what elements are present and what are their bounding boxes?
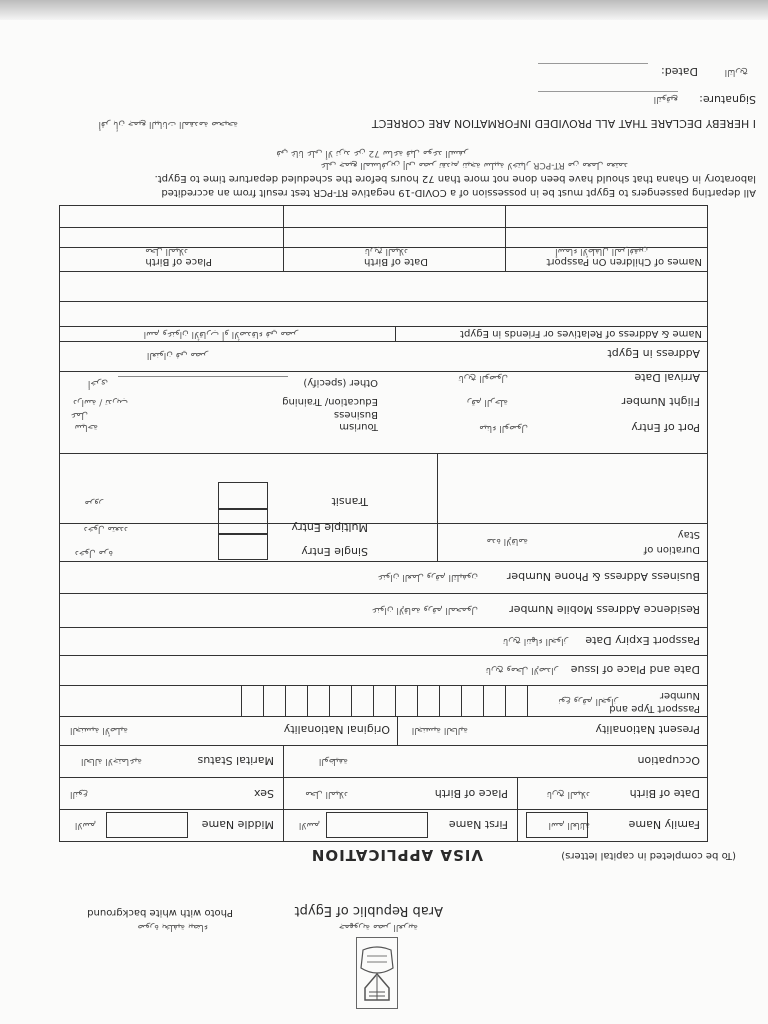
date-line[interactable] [538,63,648,64]
occupation-label: Occupation [637,754,700,767]
passport-number-boxes[interactable] [238,686,528,717]
col-line [283,810,284,842]
flight-number-label: Flight Number [621,395,700,408]
issue-label: Date and Place of Issue [570,663,700,676]
business-address-arabic: عنوان العمل ورقم التليفون [377,572,478,582]
declaration-arabic: أقر بأن جميع البيانات المقدمة صحيحة [98,119,238,129]
country-title: Arab Republic of Egypt [294,903,443,918]
row-line [59,561,708,562]
row-line [59,655,708,656]
multiple-entry-label: Multiple Entry [291,521,368,534]
row-line [59,341,708,342]
other-label: Other (specify) [303,377,378,388]
photo-note-arabic: صورة بخلفية بيضاء [137,922,208,932]
photo-note: Photo with white background [87,907,233,918]
covid-notice-line1: All departing passengers to Egypt must be in possession of a COVID-19 negative RT-PCR test result from an accredited [161,187,756,198]
declaration-text: I HEREBY DECLARE THAT ALL PROVIDED INFORMATION ARE CORRECT [371,117,756,130]
child-dob-arabic: تاريخ الميلاد [364,246,408,256]
education-arabic: دراسة / تدريب [73,397,128,407]
covid-notice-arabic-2: في غانا على ألا تزيد عن 72 ساعة قبل موعد السفر [276,148,468,158]
transit-checkbox[interactable] [218,482,268,510]
address-egypt-label: Address in Egypt [607,347,700,360]
country-arabic: جمهورية مصر العربية [338,922,418,932]
first-name-field[interactable] [326,812,428,838]
row-line [59,205,708,206]
education-label: Education/ Training [282,396,378,407]
form-title: VISA APPLICATION [310,846,483,864]
row-line [59,809,708,810]
business-purpose-arabic: عمل [70,410,88,420]
dob-arabic: تاريخ الميلاد [546,789,590,799]
address-egypt-arabic: العنوان في مصر [146,350,208,360]
first-name-label: First Name [448,818,508,831]
row-line [59,523,708,524]
row-line [59,371,708,372]
original-nationality-label: Original Nationality [283,723,390,736]
signature-arabic: التوقيع [653,94,678,104]
duration-arabic: مدة الإقامة [486,536,528,546]
col-line [283,746,284,778]
original-nationality-arabic: الجنسية الأصلية [70,725,128,735]
residence-label: Residence Address Mobile Number [509,603,700,616]
passport-type-label-line1: Passport Type and [609,703,700,714]
row-line [59,841,708,842]
col-line [283,206,284,272]
issue-arabic: تاريخ ومحل الإصدار [485,665,558,675]
dob-label: Date of Birth [629,787,700,800]
passport-type-arabic: نوع ورقم الجواز [558,696,618,706]
single-entry-checkbox[interactable] [218,533,268,560]
capital-letters-instruction: (To be completed in capital letters) [561,850,736,861]
relatives-label: Name & Address of Relatives or Friends in Egypt [460,328,702,339]
row-line [59,627,708,628]
flight-number-arabic: رقم الرحلة [466,397,508,407]
transit-label: Transit [331,495,368,508]
row-line [59,777,708,778]
transit-arabic: مرور [84,498,103,508]
middle-name-field[interactable] [106,812,188,838]
dated-label: Dated: [661,65,698,78]
expiry-label: Passport Expiry Date [585,634,700,647]
row-line [59,745,708,746]
children-label: Names of Children On Passport [546,256,702,267]
multiple-entry-checkbox[interactable] [218,508,268,535]
passport-type-label-line2: Number [659,690,700,701]
single-entry-label: Single Entry [301,545,368,558]
present-nationality-label: Present Nationality [595,723,700,736]
covid-notice-arabic-1: على جميع المسافرين إلى مصر تقديم نتيجة سلبية لاختبار RT-PCR من معمل معتمد [320,160,628,170]
duration-label-line2: Stay [677,529,700,540]
col-line [437,524,438,562]
signature-label: Signature: [699,93,756,106]
family-name-field[interactable] [526,812,588,838]
port-of-entry-arabic: ميناء الوصول [479,423,528,433]
multiple-entry-arabic: دخول متعدد [83,524,128,534]
col-line [505,206,506,272]
middle-name-arabic: الاسم [74,820,96,830]
row-line [59,301,708,302]
covid-notice-line2: laboratory in Ghana that should have been done not more than 72 hours before the scheduled departure time to Egypt. [154,173,756,184]
business-purpose-label: Business [333,409,378,420]
port-of-entry-label: Port of Entry [631,421,700,434]
arrival-date-arabic: تاريخ الوصول [458,373,508,383]
occupation-arabic: الوظيفة [318,756,348,766]
row-line [59,453,708,454]
child-pob-arabic: محل الميلاد [145,246,188,256]
marital-status-label: Marital Status [197,754,274,767]
row-line [59,271,708,272]
first-name-arabic: الاسم [298,820,320,830]
scanner-edge [0,0,768,20]
residence-arabic: عنوان الإقامة ورقم المحمول [371,605,478,615]
business-address-label: Business Address & Phone Number [506,570,700,583]
dated-arabic: التاريخ [724,67,748,77]
child-pob-label: Place of Birth [145,256,212,267]
col-line [517,810,518,842]
child-dob-label: Date of Birth [364,256,428,267]
arrival-date-label: Arrival Date [634,371,700,384]
pob-arabic: محل الميلاد [305,789,348,799]
children-arabic: أسماء الأطفال المرافقين [555,246,648,256]
duration-label-line1: Duration of [643,544,700,555]
single-entry-arabic: دخول مرة [74,548,113,558]
col-line [283,778,284,810]
row-line [59,326,708,327]
row-line [59,227,708,228]
middle-name-label: Middle Name [201,818,274,831]
other-arabic: أخرى [87,378,108,388]
family-name-arabic: اسم العائلة [548,820,590,830]
pob-label: Place of Birth [434,787,508,800]
signature-line[interactable] [538,91,678,92]
marital-status-arabic: الحالة الاجتماعية [81,756,142,766]
col-line [397,717,398,746]
expiry-arabic: تاريخ انتهاء الجواز [502,636,568,646]
family-name-label: Family Name [628,818,700,831]
tourism-label: Tourism [339,421,378,432]
egypt-emblem-icon [356,937,398,1009]
col-line [517,778,518,810]
relatives-arabic: اسم وعنوان الأقارب أو الأصدقاء في مصر [143,329,298,339]
col-line [395,327,396,342]
tourism-arabic: سياحة [74,422,98,432]
present-nationality-arabic: الجنسية الحالية [411,725,468,735]
col-line [437,454,438,524]
sex-arabic: النوع [70,789,88,799]
sex-label: Sex [253,787,274,800]
row-line [59,593,708,594]
other-specify-line[interactable] [118,376,288,377]
